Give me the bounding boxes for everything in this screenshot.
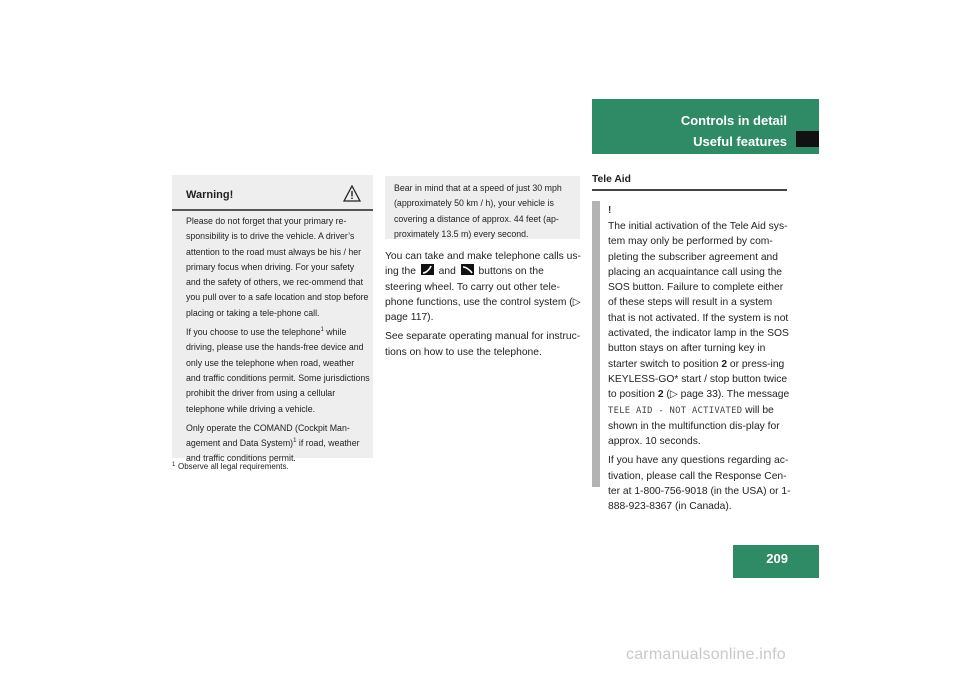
display-message: TELE AID - NOT ACTIVATED xyxy=(608,405,743,416)
warning-text: while driving, please use the hands-free device and only use the telephone when road, weather and traffic conditions permit. Some jurisdictions prohibit the driver from using a cellular telephone while driving a vehicle. xyxy=(186,327,370,414)
telephone-text: buttons on the steering wheel. To carry out other tele-phone functions, use the control system (▷ page 117). xyxy=(385,266,581,324)
phone-answer-icon xyxy=(421,264,434,275)
key-position: 2 xyxy=(721,358,728,370)
page-number: 209 xyxy=(766,551,788,566)
warning-paragraph xyxy=(186,421,370,467)
speed-note-text: Bear in mind that at a speed of just 30 mph (approximately 50 km / h), your vehicle is covering a distance of approx. 44 feet (ap-proximately 13.5 m) every second. xyxy=(394,183,562,239)
telephone-instructions xyxy=(385,249,583,364)
warning-body xyxy=(186,214,370,471)
tele-aid-text: (▷ page 33). The message xyxy=(663,389,790,401)
exclamation-icon: ! xyxy=(608,205,612,216)
footnote xyxy=(172,462,289,471)
warning-divider xyxy=(172,209,373,211)
warning-paragraph xyxy=(186,325,370,417)
section-title: Tele Aid xyxy=(592,174,631,185)
warning-box xyxy=(172,175,373,464)
telephone-text: and xyxy=(435,266,459,278)
telephone-paragraph: See separate operating manual for instruc-tions on how to use the telephone. xyxy=(385,331,581,358)
chapter-subtitle: Useful features xyxy=(693,134,787,149)
warning-paragraph: Please do not forget that your primary re-sponsibility is to drive the vehicle. A driver’s attention to the road must always be his / her primary focus when driving. For your safety and the safety of others, we rec-ommend that you pull over to a safe location and stop before placing or taking a tele-phone call. xyxy=(186,216,369,318)
section-divider xyxy=(592,189,787,191)
tele-aid-text: will be shown in the multifunction dis-play for approx. 10 seconds. xyxy=(608,404,780,448)
warning-text: if road, weather and traffic conditions permit. xyxy=(186,438,360,464)
tele-aid-text: or press-ing KEYLESS-GO* start / stop button twice to position xyxy=(608,358,788,401)
footnote-mark: 1 xyxy=(172,462,176,468)
tele-aid-text: The initial activation of the Tele Aid sys-tem may only be performed by com-pleting the subscriber agreement and placing an acquaintance call using the SOS button. Failure to complete either of these steps will result in a system that is not activated. If the system is not activated, the indicator lamp in the SOS button stays on after turning key in starter switch to position xyxy=(608,221,789,370)
speed-note-box xyxy=(385,176,580,239)
warning-text: If you choose to use the telephone xyxy=(186,327,321,338)
footnote-ref: 1 xyxy=(293,438,297,445)
footnote-text: Observe all legal requirements. xyxy=(178,462,289,471)
warning-title: Warning! xyxy=(186,189,234,201)
warning-text: Only operate the COMAND (Cockpit Man-agement and Data System) xyxy=(186,422,350,449)
key-position: 2 xyxy=(657,389,664,401)
footnote-ref: 1 xyxy=(320,327,324,334)
telephone-text: You can take and make telephone calls us-ing the xyxy=(385,251,581,278)
chapter-title: Controls in detail xyxy=(680,113,787,128)
tele-aid-body xyxy=(608,219,792,519)
header-tab-marker xyxy=(796,131,819,147)
warning-triangle-icon xyxy=(343,185,361,202)
telephone-paragraph xyxy=(385,249,583,325)
note-sidebar xyxy=(592,201,600,487)
tele-aid-paragraph: If you have any questions regarding ac-tivation, please call the Response Cen-ter at 1-800-756-9018 (in the USA) or 1-888-923-8367 (in Canada). xyxy=(608,455,791,513)
chapter-header xyxy=(592,99,819,154)
phone-hangup-icon xyxy=(461,264,474,275)
tele-aid-paragraph xyxy=(608,219,792,449)
watermark: carmanualsonline.info xyxy=(626,646,786,663)
page-number-box xyxy=(733,545,819,578)
